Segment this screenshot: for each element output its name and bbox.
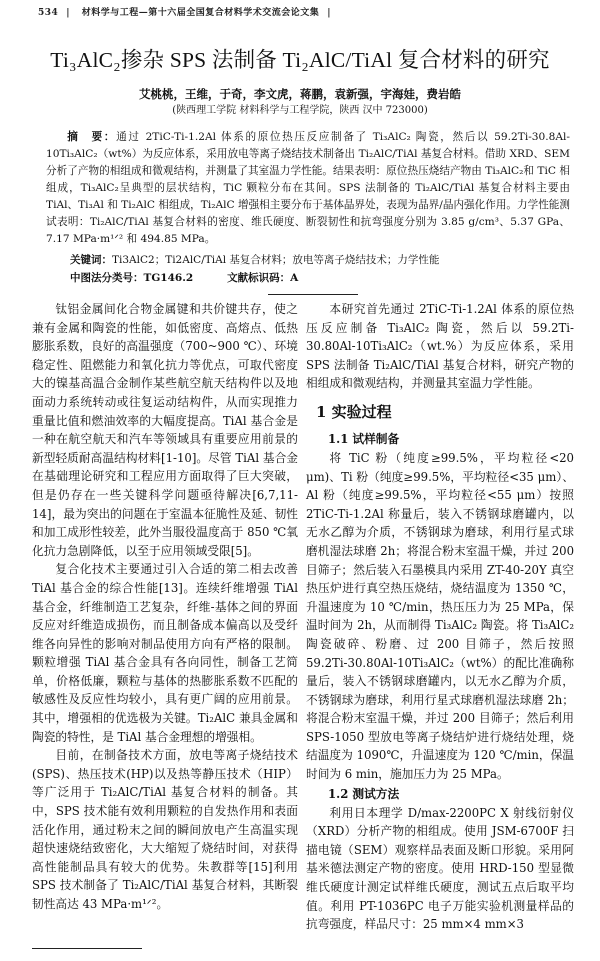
subsection-heading: 1.1 试样制备 <box>328 431 400 446</box>
paper-title: Ti₃AlC₂掺杂 SPS 法制备 Ti₂AlC/TiAl 复合材料的研究 <box>50 48 550 72</box>
clc-number: 中图法分类号：TG146.2 <box>70 272 194 284</box>
keywords <box>70 252 570 268</box>
paragraph: 复合化技术主要通过引入合适的第二相去改善 TiAl 基合金的综合性能[13]。连续纤维增强 TiAl 基合金，纤维制造工艺复杂，纤维-基体之间的界面反应对纤维造成损伤，而且制备成本偏高以及受纤维各向异性的影响对制品使用方向有严格的限制。颗粒增强 TiAl 基合金具有各向同性，制备工艺简单，价格低廉，颗粒与基体的热膨胀系数不匹配的敏感性及反应性均较小，具有更广阔的应用前景。其中，增强相的优选极为关键。Ti₂AlC 兼具金属和陶瓷的特性，是 TiAl 基合金理想的增强相。 <box>32 562 298 744</box>
classification <box>70 270 570 286</box>
paragraph: 本研究首先通过 2TiC-Ti-1.2Al 体系的原位热压反应制备 Ti₃AlC₂ 陶瓷，然后以 59.2Ti-30.80Al-10Ti₃AlC₂（wt.%）为反应体系，采用 SPS 法制备 Ti₂AlC/TiAl 基复合材料，研究产物的相组成和微观结构，并测量其室温力学性能。 <box>306 302 574 391</box>
affiliation: (陕西理工学院 材料科学与工程学院，陕西 汉中 723000) <box>172 105 428 116</box>
abstract-label: 摘 要： <box>67 131 117 143</box>
keywords-label: 关键词： <box>70 254 112 266</box>
column-divider-rule <box>268 294 358 295</box>
footnote-rule <box>32 948 142 949</box>
abstract <box>46 129 570 248</box>
left-column <box>32 300 298 914</box>
journal-name: 材料学与工程—第十六届全国复合材料学术交流会论文集 <box>81 8 320 18</box>
paragraph: 钛铝金属间化合物金属键和共价键共存，使之兼有金属和陶瓷的性能，如低密度、高熔点、低热膨胀系数，良好的高温强度（700~900 ℃）、环境稳定性、阻燃能力和氧化抗力等优点，可取代密度大的镍基高温合金制作某些航空航天结构件以及地面动力系统转动或往复运动结构件，从而实现推力重量比值和燃油效率的大幅度提高。TiAl 基合金是一种在航空航天和汽车等领域具有重要应用前景的新型轻质耐高温结构材料[1-10]。尽管 TiAl 基合金在基础理论研究和工程应用方面取得了巨大突破，但是仍存在一些关键科学问题亟待解决[6,7,11-14]，最为突出的问题在于室温本征脆性及延、韧性和加工成形性较差，此外当服役温度高于 850 ℃氧化抗力急剧降低，以至于应用领域受限[5]。 <box>32 302 298 558</box>
paragraph: 目前，在制备技术方面，放电等离子烧结技术(SPS)、热压技术(HP)以及热等静压技术（HIP）等广泛用于 Ti₂AlC/TiAl 基复合材料的制备。其中，SPS 技术能有效利用颗粒的自发热作用和表面活化作用，通过粉末之间的瞬间放电产生高温实现超快速烧结致密化，大大缩短了烧结时间，对获得高性能制品具有较大的优势。朱教群等[15]利用 SPS 技术制备了 Ti₂AlC/TiAl 基复合材料，其断裂韧性高达 43 MPa·m¹ᐟ²。 <box>32 748 298 911</box>
document-code: 文献标识码：A <box>227 272 299 284</box>
page-number: 534 <box>38 8 59 18</box>
section-heading: 1 实验过程 <box>316 402 392 421</box>
subsection-heading: 1.2 测试方法 <box>328 786 400 801</box>
header-separator: | <box>327 8 332 18</box>
running-header <box>38 7 600 19</box>
right-column <box>306 300 574 934</box>
keywords-text: Ti3AlC2；Ti2AlC/TiAl 基复合材料；放电等离子烧结技术；力学性能 <box>112 254 440 266</box>
paragraph: 将 TiC 粉（纯度≥99.5%，平均粒径<20 μm)、Ti 粉（纯度≥99.5%，平均粒径<35 μm）、Al 粉（纯度≥99.5%，平均粒径<55 μm）按照 2TiC-Ti-1.2Al 称量后，装入不锈钢球磨罐内，以无水乙醇为介质，不锈钢球为磨球，利用行星式球磨机湿法球磨 2h；将混合粉末室温干燥，并过 200 目筛子；然后装入石墨模具内采用 ZT-40-20Y 真空热压炉进行真空热压烧结，烧结温度为 1350 ℃，升温速度为 10 ℃/min，热压压力为 25 MPa，保温时间为 2h，从而制得 Ti₃AlC₂ 陶瓷。将 Ti₃AlC₂ 陶瓷破碎、粉磨、过 200 目筛子，然后按照 59.2Ti-30.80Al-10Ti₃AlC₂（wt%）的配比准确称量后，装入不锈钢球磨罐内，以无水乙醇为介质，不锈钢球为磨球，利用行星式球磨机湿法球磨 2h；将混合粉末室温干燥，并过 200 目筛子；然后利用 SPS-1050 型放电等离子烧结炉进行烧结处理，烧结温度为 1090℃，升温速度为 120 ℃/min，保温时间为 6 min，施加压力为 25 MPa。 <box>306 450 574 782</box>
paragraph: 利用日本理学 D/max-2200PC X 射线衍射仪（XRD）分析产物的相组成。使用 JSM-6700F 扫描电镜（SEM）观察样品表面及断口形貌。采用阿基米德法测定产物的密度。使用 HRD-150 型显微维氏硬度计测定试样维氏硬度，测试五点后取平均值。利用 PT-1036PC 电子万能实验机测量样品的抗弯强度，样品尺寸：25 mm×4 mm×3 <box>306 805 574 932</box>
body-columns <box>0 300 600 934</box>
header-separator: | <box>66 8 71 18</box>
abstract-text: 通过 2TiC-Ti-1.2Al 体系的原位热压反应制备了 Ti₃AlC₂ 陶瓷，然后以 59.2Ti-30.8Al-10Ti₃AlC₂（wt%）为反应体系，采用放电等离子烧结技术制备出 Ti₂AlC/TiAl 基复合材料。借助 XRD、SEM 分析了产物的相组成和微观结构，并测量了其室温力学性能。结果表明：原位热压烧结产物由 Ti₃AlC₂和 TiC 相组成，Ti₃AlC₂呈典型的层状结构，TiC 颗粒分布在其间。SPS 法制备的 Ti₂AlC/TiAl 基复合材料主要由 TiAl、Ti₃Al 和 Ti₂AlC 相组成，Ti₂AlC 增强相主要分布于基体晶界处，表现为晶界/晶内强化作用。力学性能测试表明：Ti₂AlC/TiAl 基复合材料的密度、维氏硬度、断裂韧性和抗弯强度分别为 3.85 g/cm³、5.37 GPa、7.17 MPa·m¹ᐟ² 和 494.85 MPa。 <box>46 131 571 245</box>
authors: 艾桃桃，王维，于奇，李文虎，蒋鹏，袁新强，宇海娃，费岩皓 <box>139 87 461 101</box>
